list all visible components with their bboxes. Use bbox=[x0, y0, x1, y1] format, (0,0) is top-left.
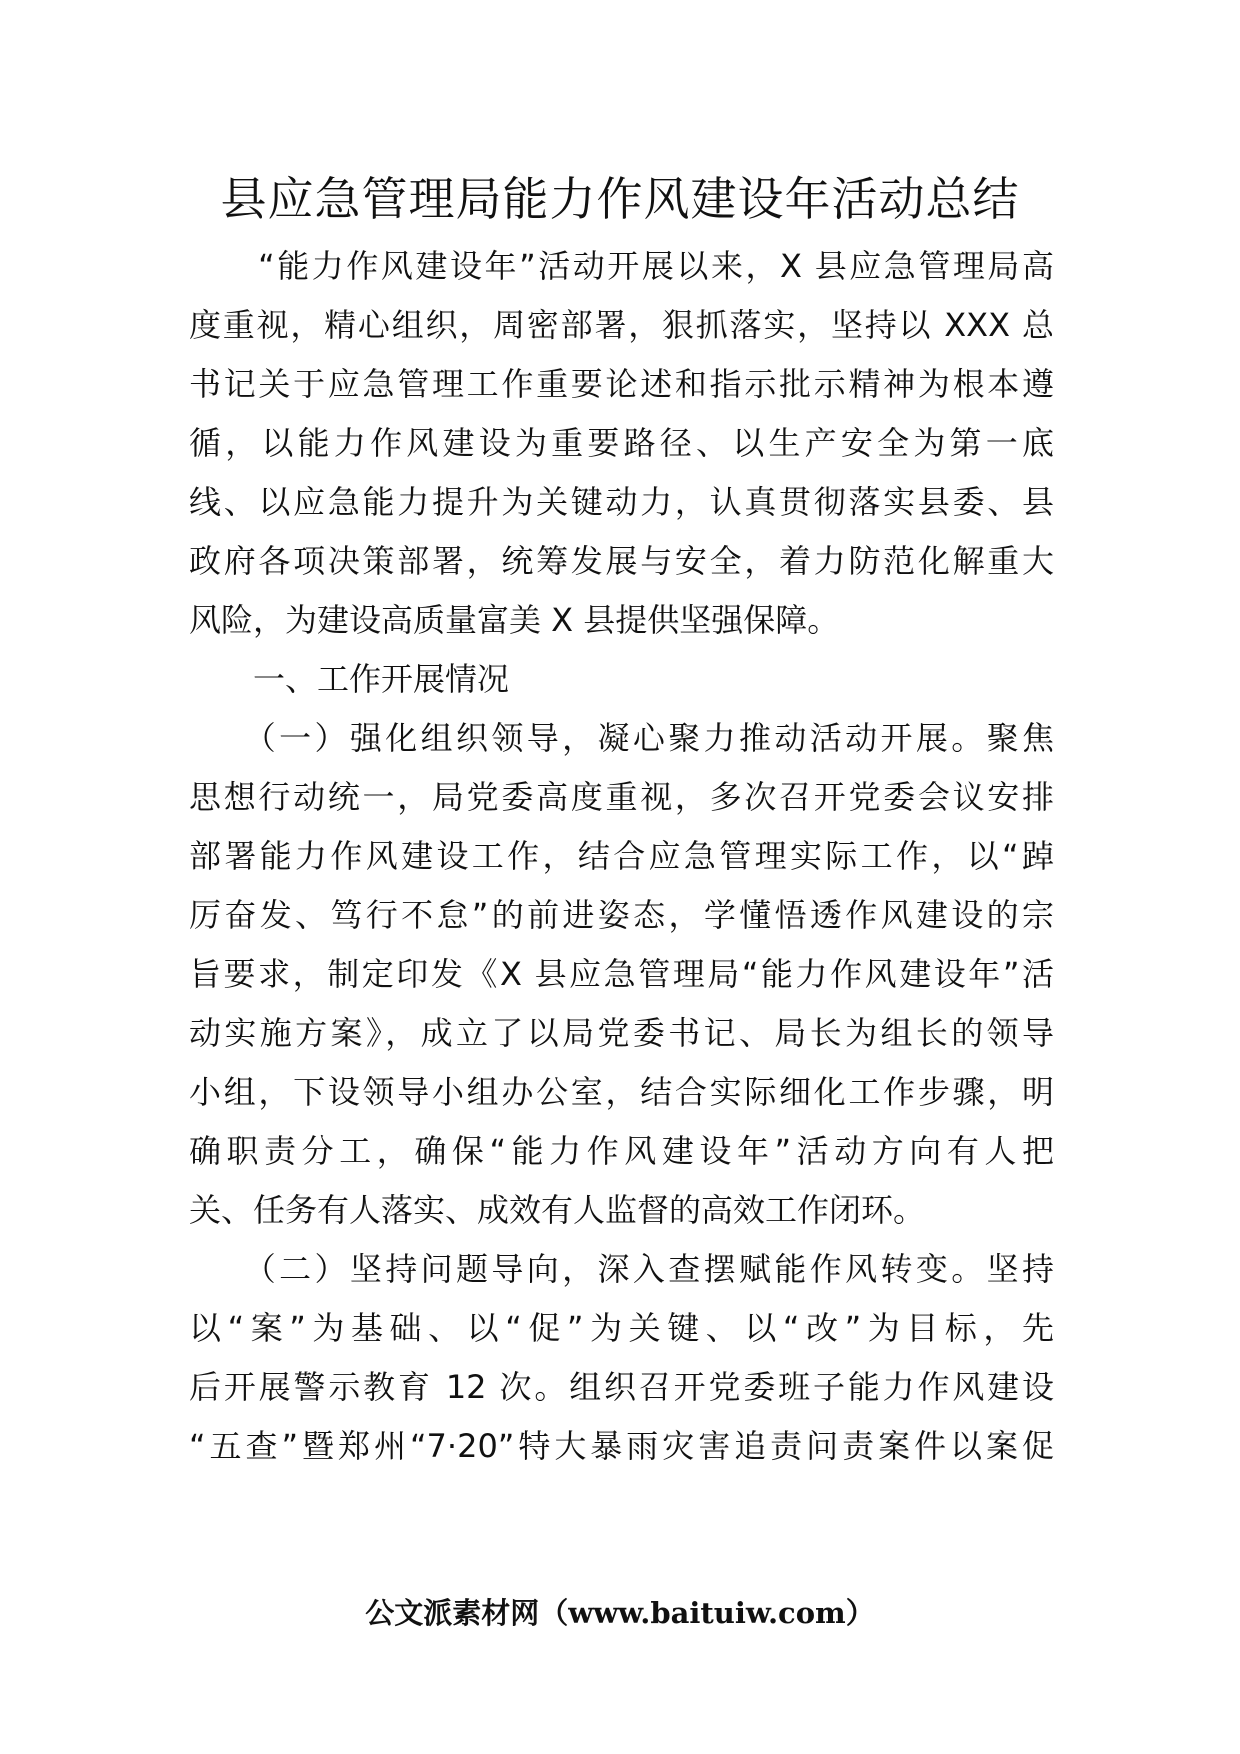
body-line: 度重视，精心组织，周密部署，狠抓落实，坚持以 XXX 总 bbox=[189, 306, 1054, 344]
body-line: 循，以能力作风建设为重要路径、以生产安全为第一底 bbox=[189, 424, 1054, 462]
body-line: 旨要求，制定印发《X 县应急管理局“能力作风建设年”活 bbox=[189, 955, 1054, 993]
body-line: 厉奋发、笃行不怠”的前进姿态，学懂悟透作风建设的宗 bbox=[189, 896, 1054, 934]
body-line: “能力作风建设年”活动开展以来，X 县应急管理局高 bbox=[189, 247, 1054, 285]
body-line: 思想行动统一，局党委高度重视，多次召开党委会议安排 bbox=[189, 778, 1054, 816]
body-line: 动实施方案》，成立了以局党委书记、局长为组长的领导 bbox=[189, 1014, 1054, 1052]
body-line: 书记关于应急管理工作重要论述和指示批示精神为根本遵 bbox=[189, 365, 1054, 403]
body-line: 确职责分工，确保“能力作风建设年”活动方向有人把 bbox=[189, 1132, 1054, 1170]
body-line: （一）强化组织领导，凝心聚力推动活动开展。聚焦 bbox=[189, 719, 1054, 757]
body-line: （二）坚持问题导向，深入查摆赋能作风转变。坚持 bbox=[189, 1250, 1054, 1288]
document-title: 县应急管理局能力作风建设年活动总结 bbox=[220, 172, 1020, 226]
body-line: 政府各项决策部署，统筹发展与安全，着力防范化解重大 bbox=[189, 542, 1054, 580]
body-line: 小组，下设领导小组办公室，结合实际细化工作步骤，明 bbox=[189, 1073, 1054, 1111]
body-line: “五查”暨郑州“7·20”特大暴雨灾害追责问责案件以案促 bbox=[189, 1427, 1054, 1465]
footer-watermark: 公文派素材网（www.baituiw.com） bbox=[365, 1596, 875, 1630]
body-line: 部署能力作风建设工作，结合应急管理实际工作，以“踔 bbox=[189, 837, 1054, 875]
section-heading: 一、工作开展情况 bbox=[189, 660, 510, 698]
body-line: 以“案”为基础、以“促”为关键、以“改”为目标，先 bbox=[189, 1309, 1054, 1347]
body-line: 风险，为建设高质量富美 X 县提供坚强保障。 bbox=[189, 601, 840, 639]
body-line: 线、以应急能力提升为关键动力，认真贯彻落实县委、县 bbox=[189, 483, 1054, 521]
body-line: 关、任务有人落实、成效有人监督的高效工作闭环。 bbox=[189, 1191, 926, 1229]
body-line: 后开展警示教育 12 次。组织召开党委班子能力作风建设 bbox=[189, 1368, 1054, 1406]
